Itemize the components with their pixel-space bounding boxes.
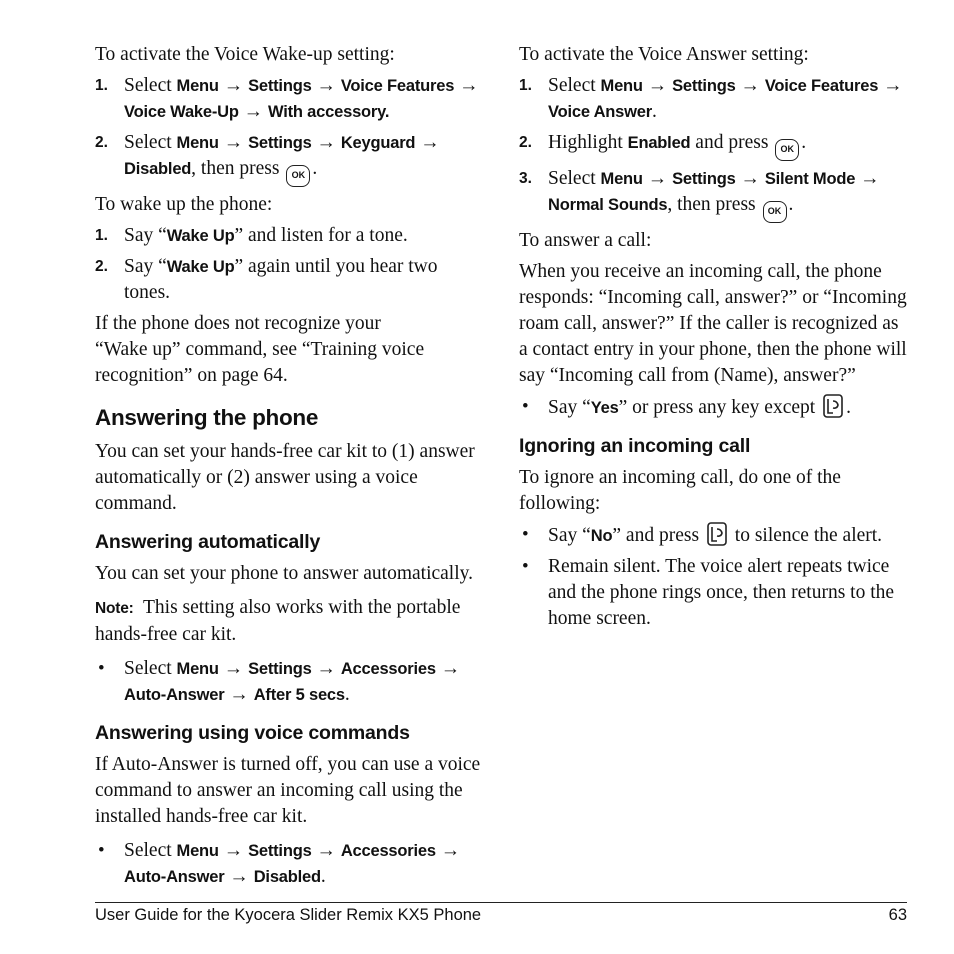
intro-answer-setting: To activate the Voice Answer setting: bbox=[519, 44, 809, 65]
settings-label: Settings bbox=[248, 77, 312, 95]
menu-label: Menu bbox=[176, 660, 219, 678]
ignore-bullets bbox=[519, 522, 911, 632]
ok-key-icon: OK bbox=[286, 165, 310, 187]
note: Note: This setting also works with the portable hands-free car kit. bbox=[95, 597, 461, 645]
yes-bullet: • Say “Yes” or press any key except . bbox=[522, 396, 851, 418]
end-key-icon bbox=[822, 394, 844, 418]
no-bullet: • Say “No” and press to silence the alert. bbox=[522, 524, 883, 546]
silent-mode-label: Silent Mode bbox=[764, 170, 856, 188]
voice-answer-label: Voice Answer bbox=[548, 103, 652, 121]
settings-label: Settings bbox=[672, 77, 736, 95]
heading-voice-commands: Answering using voice commands bbox=[95, 722, 410, 744]
wakeup-steps bbox=[95, 73, 487, 187]
auto-bullets bbox=[95, 656, 487, 708]
menu-label: Menu bbox=[600, 77, 643, 95]
auto-answer-label: Auto-Answer bbox=[124, 868, 225, 886]
normal-sounds-label: Normal Sounds bbox=[548, 196, 668, 214]
wake-phone-step-2: 2. Say “Wake Up” again until you hear two tones. bbox=[95, 256, 438, 303]
wake-phone-steps bbox=[95, 223, 487, 306]
voice-intro: If Auto-Answer is turned off, you can use a voice command to answer an incoming call using the installed hands-free car kit. bbox=[95, 754, 481, 827]
menu-label: Menu bbox=[600, 170, 643, 188]
auto-bullet: • Select Menu → Settings → Accessories → Auto-Answer → After 5 secs. bbox=[98, 658, 461, 705]
heading-answering-automatically: Answering automatically bbox=[95, 531, 321, 553]
no-command: No bbox=[590, 527, 613, 545]
silent-bullet: • Remain silent. The voice alert repeats twice and the phone rings once, then returns to the home screen. bbox=[522, 556, 895, 629]
answer-step-1: 1. Select Menu → Settings → Voice Features → Voice Answer. bbox=[519, 75, 903, 122]
voice-wakeup-label: Voice Wake-Up bbox=[124, 103, 239, 121]
page-number: 63 bbox=[888, 906, 907, 924]
right-column bbox=[519, 42, 911, 637]
settings-label: Settings bbox=[672, 170, 736, 188]
with-accessory-label: With accessory. bbox=[268, 103, 390, 121]
menu-label: Menu bbox=[176, 842, 219, 860]
intro-wakeup: To activate the Voice Wake-up setting: bbox=[95, 44, 395, 65]
answering-intro: You can set your hands-free car kit to (1) answer automatically or (2) answer using a voice command. bbox=[95, 441, 475, 514]
wake-up-command: Wake Up bbox=[166, 258, 235, 276]
enabled-label: Enabled bbox=[627, 134, 691, 152]
voice-features-label: Voice Features bbox=[764, 77, 879, 95]
menu-label: Menu bbox=[176, 77, 219, 95]
footer-title: User Guide for the Kyocera Slider Remix KX5 Phone bbox=[95, 906, 482, 924]
wakeup-step-2: 2. Select Menu → Settings → Keyguard → Disabled, then press OK . bbox=[95, 130, 487, 187]
disabled-label: Disabled bbox=[253, 868, 321, 886]
settings-label: Settings bbox=[248, 842, 312, 860]
heading-ignoring-call: Ignoring an incoming call bbox=[519, 435, 751, 457]
menu-label: Menu bbox=[176, 134, 219, 152]
answer-step-3: 3. Select Menu → Settings → Silent Mode → Normal Sounds, then press OK . bbox=[519, 166, 911, 223]
end-key-icon bbox=[706, 522, 728, 546]
left-column bbox=[95, 42, 487, 895]
voice-bullet: • Select Menu → Settings → Accessories → Auto-Answer → Disabled. bbox=[98, 840, 461, 887]
settings-label: Settings bbox=[248, 134, 312, 152]
settings-label: Settings bbox=[248, 660, 312, 678]
answer-step-2: 2. Highlight Enabled and press OK . bbox=[519, 130, 911, 161]
answer-steps bbox=[519, 73, 911, 223]
auto-answer-label: Auto-Answer bbox=[124, 686, 225, 704]
keyguard-label: Keyguard bbox=[340, 134, 416, 152]
auto-intro: You can set your phone to answer automatically. bbox=[95, 563, 474, 584]
wakeup-step-1: 1. Select Menu → Settings → Voice Features → Voice Wake-Up → With accessory. bbox=[95, 75, 479, 122]
voice-bullets bbox=[95, 838, 487, 890]
wake-up-command: Wake Up bbox=[166, 227, 235, 245]
accessories-label: Accessories bbox=[340, 660, 436, 678]
disabled-label: Disabled bbox=[124, 160, 192, 178]
intro-wake-phone: To wake up the phone: bbox=[95, 194, 273, 215]
note-label: Note: bbox=[95, 600, 134, 617]
answer-bullets bbox=[519, 394, 911, 421]
page-footer bbox=[95, 902, 907, 925]
intro-answer-call: To answer a call: bbox=[519, 230, 652, 251]
yes-command: Yes bbox=[590, 399, 619, 417]
voice-features-label: Voice Features bbox=[340, 77, 455, 95]
ok-key-icon: OK bbox=[763, 201, 787, 223]
wake-phone-step-1: 1. Say “Wake Up” and listen for a tone. bbox=[95, 225, 408, 246]
heading-answering-phone: Answering the phone bbox=[95, 405, 319, 430]
not-recognize-text: If the phone does not recognize your “Wake up” command, see “Training voice recognition” on page 64. bbox=[95, 313, 425, 386]
accessories-label: Accessories bbox=[340, 842, 436, 860]
after-5-secs-label: After 5 secs bbox=[253, 686, 345, 704]
ignore-intro: To ignore an incoming call, do one of the following: bbox=[519, 467, 841, 514]
incoming-text: When you receive an incoming call, the phone responds: “Incoming call, answer?” or “Incoming roam call, answer?” If the caller is recognized as a contact entry in your phone, then the phone will say “Incoming call from (Name), answer?” bbox=[519, 261, 907, 386]
ok-key-icon: OK bbox=[775, 139, 799, 161]
